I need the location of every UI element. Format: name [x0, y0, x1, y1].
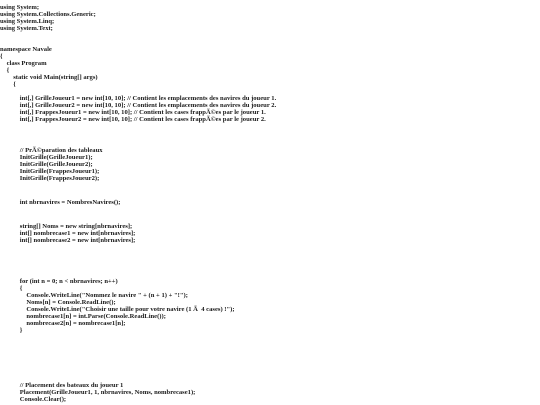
code-line: Noms[n] = Console.ReadLine(); [0, 299, 116, 306]
code-line: InitGrille(FrappesJoueur1); [0, 168, 100, 175]
code-line: int[,] FrappesJoueur1 = new int[10, 10]; // Contient les cases frappÃ©es par le joueur 1. [0, 109, 266, 116]
code-line: using System.Text; [0, 25, 53, 32]
code-line: { [0, 67, 10, 74]
code-line: // Placement des bateaux du joueur 1 [0, 382, 124, 389]
code-line: // PrÃ©paration des tableaux [0, 147, 103, 154]
code-line: InitGrille(GrilleJoueur1); [0, 154, 93, 161]
code-line: static void Main(string[] args) [0, 74, 98, 81]
code-line: namespace Navale [0, 46, 52, 53]
code-line: string[] Noms = new string[nbrnavires]; [0, 223, 133, 230]
code-line: { [0, 285, 23, 292]
code-line: using System.Linq; [0, 18, 55, 25]
code-line: Console.WriteLine("Choisir une taille pour votre navire (1 Ã 4 cases) !"); [0, 306, 235, 313]
code-line: class Program [0, 60, 47, 67]
code-line: int[] nombrecase2 = new int[nbrnavires]; [0, 237, 136, 244]
code-line: InitGrille(GrilleJoueur2); [0, 161, 93, 168]
code-line: InitGrille(FrappesJoueur2); [0, 175, 100, 182]
code-line: } [0, 327, 23, 334]
code-line: { [0, 81, 16, 88]
code-line: Console.WriteLine("Nommez le navire " + (n + 1) + "!"); [0, 292, 188, 299]
code-line: int nbrnavires = NombresNavires(); [0, 199, 121, 206]
code-line: int[,] GrilleJoueur2 = new int[10, 10]; // Contient les emplacements des navires du joueur 2. [0, 102, 277, 109]
code-line: using System.Collections.Generic; [0, 11, 96, 18]
code-line: for (int n = 0; n < nbrnavires; n++) [0, 278, 118, 285]
code-line: int[,] GrilleJoueur1 = new int[10, 10]; // Contient les emplacements des navires du joueur 1. [0, 95, 277, 102]
code-line: { [0, 53, 3, 60]
code-line: nombrecase1[n] = int.Parse(Console.ReadLine()); [0, 313, 166, 320]
code-line: int[,] FrappesJoueur2 = new int[10, 10]; // Contient les cases frappÃ©es par le joueur 2. [0, 116, 266, 123]
code-line: Console.Clear(); [0, 396, 67, 403]
code-line: using System; [0, 4, 40, 11]
code-line: Placement(GrilleJoueur1, 1, nbrnavires, Noms, nombrecase1); [0, 389, 196, 396]
code-line: nombrecase2[n] = nombrecase1[n]; [0, 320, 126, 327]
code-line: int[] nombrecase1 = new int[nbrnavires]; [0, 230, 136, 237]
